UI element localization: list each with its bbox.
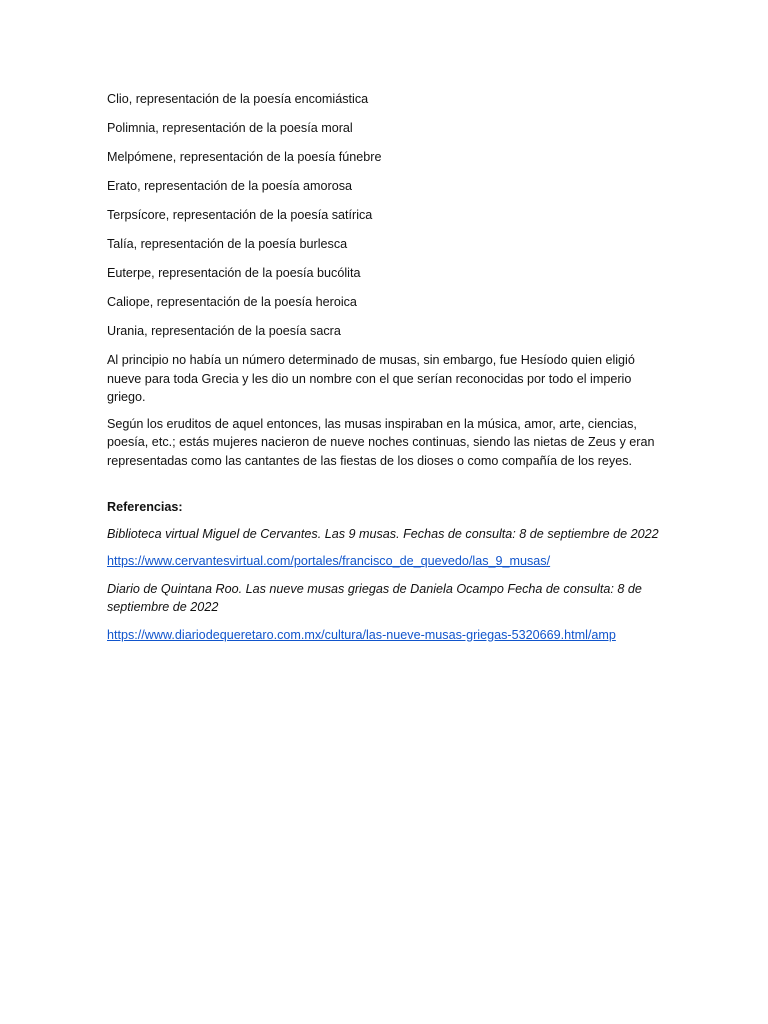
muses-list: [107, 90, 657, 341]
reference-citation: [107, 525, 657, 544]
muse-item: Melpómene, representación de la poesía fúnebre: [107, 150, 382, 164]
document-page: [107, 90, 657, 653]
paragraph-line: Al principio no había un número determinado de musas, sin embargo, fue Hesíodo quien eligió: [107, 353, 635, 367]
citation-line: Diario de Quintana Roo. Las nueve musas griegas de Daniela Ocampo Fecha de consulta: 8 de: [107, 581, 642, 596]
muse-item: Euterpe, representación de la poesía bucólita: [107, 266, 361, 280]
paragraph-line: nueve para toda Grecia y les dio un nombre con el que serían reconocidas por todo el imperio: [107, 371, 632, 386]
muse-item: Urania, representación de la poesía sacra: [107, 324, 341, 338]
muse-item: Erato, representación de la poesía amorosa: [107, 179, 353, 193]
references-heading: Referencias:: [107, 500, 183, 514]
paragraph-line: representadas como las cantantes de las fiestas de los dioses o como compañía de los reyes.: [107, 453, 633, 468]
citation-line: septiembre de 2022: [107, 600, 219, 614]
muse-item: Talía, representación de la poesía burlesca: [107, 237, 348, 251]
muse-item: Terpsícore, representación de la poesía satírica: [107, 208, 373, 222]
muse-item: Clio, representación de la poesía encomiástica: [107, 92, 369, 106]
reference-link[interactable]: https://www.diariodequeretaro.com.mx/cultura/las-nueve-musas-griegas-5320669.html/amp: [107, 627, 616, 642]
paragraph-origin: [107, 351, 657, 407]
muse-item: Caliope, representación de la poesía heroica: [107, 295, 357, 309]
paragraph-scholars: [107, 415, 657, 471]
paragraph-line: Según los eruditos de aquel entonces, las musas inspiraban en la música, amor, arte, ciencias,: [107, 416, 637, 431]
paragraph-line: griego.: [107, 390, 146, 404]
paragraph-line: poesía, etc.; estás mujeres nacieron de nueve noches continuas, siendo las nietas de Zeus y eran: [107, 435, 655, 449]
muse-item: Polimnia, representación de la poesía moral: [107, 121, 353, 135]
reference-link[interactable]: https://www.cervantesvirtual.com/portales/francisco_de_quevedo/las_9_musas/: [107, 554, 551, 568]
reference-citation: [107, 580, 657, 617]
citation-line: Biblioteca virtual Miguel de Cervantes. Las 9 musas. Fechas de consulta: 8 de septiembre de 2022: [107, 526, 659, 541]
